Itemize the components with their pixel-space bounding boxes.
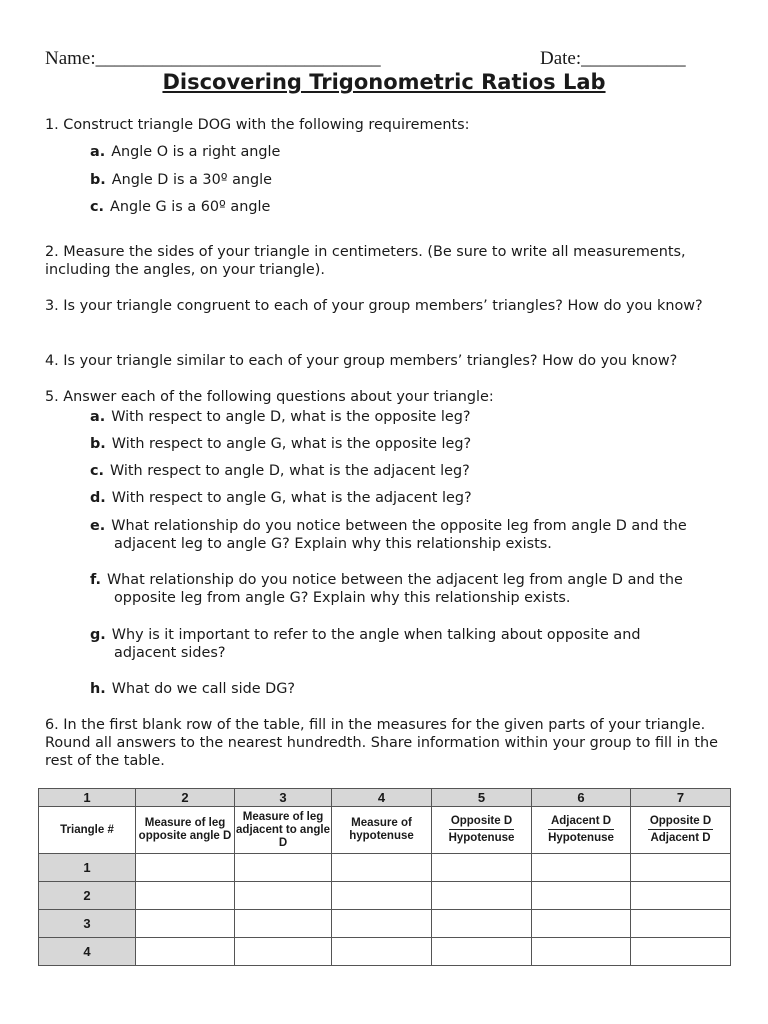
table-cell[interactable]: [332, 910, 432, 938]
item-text: With respect to angle G, what is the adjacent leg?: [111, 490, 472, 506]
q5-item-d: [90, 489, 730, 507]
column-number: 3: [235, 789, 332, 807]
fraction-numerator: Opposite D: [648, 815, 713, 830]
table-cell[interactable]: [532, 910, 631, 938]
item-text: With respect to angle D, what is the opposite leg?: [111, 409, 471, 425]
column-number: 5: [432, 789, 532, 807]
item-text: Angle G is a 60º angle: [110, 199, 271, 215]
item-letter: a.: [90, 144, 106, 160]
table-cell[interactable]: [631, 910, 731, 938]
table-cell[interactable]: [432, 938, 532, 966]
q5-item-c: [90, 462, 730, 480]
column-number: 2: [136, 789, 235, 807]
table-row: [39, 910, 731, 938]
item-text: Why is it important to refer to the angle when talking about opposite and: [111, 627, 641, 643]
q5-item-a: [90, 408, 730, 426]
item-text-continued: opposite leg from angle G? Explain why this relationship exists.: [114, 590, 571, 606]
question-2: 2. Measure the sides of your triangle in centimeters. (Be sure to write all measurements, including the angles, on your triangle).: [45, 244, 686, 278]
item-text: Angle O is a right angle: [111, 144, 281, 160]
header-cosine-ratio: [532, 807, 631, 854]
q5-item-e: [90, 517, 730, 553]
row-number: 3: [39, 910, 136, 938]
table-row: [39, 854, 731, 882]
header-sine-ratio: [432, 807, 532, 854]
column-header-row: [39, 807, 731, 854]
table-cell[interactable]: [136, 854, 235, 882]
fraction-numerator: Adjacent D: [548, 815, 614, 830]
table-cell[interactable]: [136, 938, 235, 966]
item-letter: e.: [90, 518, 106, 534]
ratio-table: [38, 788, 731, 966]
name-field[interactable]: Name:______________________________: [45, 48, 381, 69]
item-letter: a.: [90, 409, 106, 425]
question-5: 5. Answer each of the following questions about your triangle:: [45, 389, 494, 405]
column-number: 6: [532, 789, 631, 807]
fraction-denominator: Hypotenuse: [448, 832, 515, 844]
table-cell[interactable]: [631, 938, 731, 966]
row-number: 1: [39, 854, 136, 882]
q1-item-b: [90, 171, 730, 189]
question-3: 3. Is your triangle congruent to each of your group members’ triangles? How do you know?: [45, 298, 703, 314]
q5-item-h: [90, 680, 730, 698]
header-tangent-ratio: [631, 807, 731, 854]
table-cell[interactable]: [136, 910, 235, 938]
item-text: Angle D is a 30º angle: [111, 172, 273, 188]
table-cell[interactable]: [631, 882, 731, 910]
column-number: 1: [39, 789, 136, 807]
q5-item-f: [90, 571, 730, 607]
row-number: 4: [39, 938, 136, 966]
column-number: 4: [332, 789, 432, 807]
table-cell[interactable]: [432, 882, 532, 910]
q5-item-g: [90, 626, 730, 662]
item-text-continued: adjacent leg to angle G? Explain why this relationship exists.: [114, 536, 552, 552]
table-cell[interactable]: [432, 854, 532, 882]
item-text: What relationship do you notice between the adjacent leg from angle D and the: [106, 572, 683, 588]
question-4: 4. Is your triangle similar to each of your group members’ triangles? How do you know?: [45, 353, 678, 369]
q5-item-b: [90, 435, 730, 453]
table-cell[interactable]: [532, 854, 631, 882]
question-6: 6. In the first blank row of the table, fill in the measures for the given parts of your triangle. Round all answers to the nearest hundredth. Share information within your group to fill in the rest of the table.: [45, 717, 718, 769]
date-field[interactable]: Date:___________: [540, 48, 686, 69]
table-cell[interactable]: [332, 938, 432, 966]
item-text: What do we call side DG?: [111, 681, 296, 697]
table-cell[interactable]: [235, 910, 332, 938]
table-cell[interactable]: [432, 910, 532, 938]
item-text: What relationship do you notice between the opposite leg from angle D and the: [111, 518, 687, 534]
header-hypotenuse: Measure of hypotenuse: [332, 807, 432, 854]
page-title: Discovering Trigonometric Ratios Lab: [162, 70, 606, 94]
item-letter: g.: [90, 627, 106, 643]
table-cell[interactable]: [532, 882, 631, 910]
header-triangle-number: Triangle #: [39, 807, 136, 854]
row-number: 2: [39, 882, 136, 910]
table-cell[interactable]: [136, 882, 235, 910]
table-row: [39, 882, 731, 910]
fraction-denominator: Hypotenuse: [548, 832, 614, 844]
table-cell[interactable]: [332, 854, 432, 882]
item-letter: b.: [90, 436, 106, 452]
q1-item-a: [90, 143, 730, 161]
table-cell[interactable]: [631, 854, 731, 882]
table-row: [39, 938, 731, 966]
question-1: 1. Construct triangle DOG with the following requirements:: [45, 117, 470, 133]
q1-item-c: [90, 198, 730, 216]
table-cell[interactable]: [235, 854, 332, 882]
table-cell[interactable]: [235, 938, 332, 966]
item-text-continued: adjacent sides?: [114, 645, 226, 661]
item-letter: h.: [90, 681, 106, 697]
header-adjacent-leg: Measure of leg adjacent to angle D: [235, 807, 332, 854]
fraction-numerator: Opposite D: [449, 815, 515, 830]
fraction-denominator: Adjacent D: [650, 832, 711, 844]
column-number-row: [39, 789, 731, 807]
item-letter: d.: [90, 490, 106, 506]
item-letter: f.: [90, 572, 101, 588]
table-cell[interactable]: [235, 882, 332, 910]
table-cell[interactable]: [532, 938, 631, 966]
item-text: With respect to angle D, what is the adjacent leg?: [110, 463, 470, 479]
item-letter: b.: [90, 172, 106, 188]
header-opposite-leg: Measure of leg opposite angle D: [136, 807, 235, 854]
table-cell[interactable]: [332, 882, 432, 910]
item-letter: c.: [90, 199, 104, 215]
column-number: 7: [631, 789, 731, 807]
item-letter: c.: [90, 463, 104, 479]
item-text: With respect to angle G, what is the opposite leg?: [111, 436, 472, 452]
